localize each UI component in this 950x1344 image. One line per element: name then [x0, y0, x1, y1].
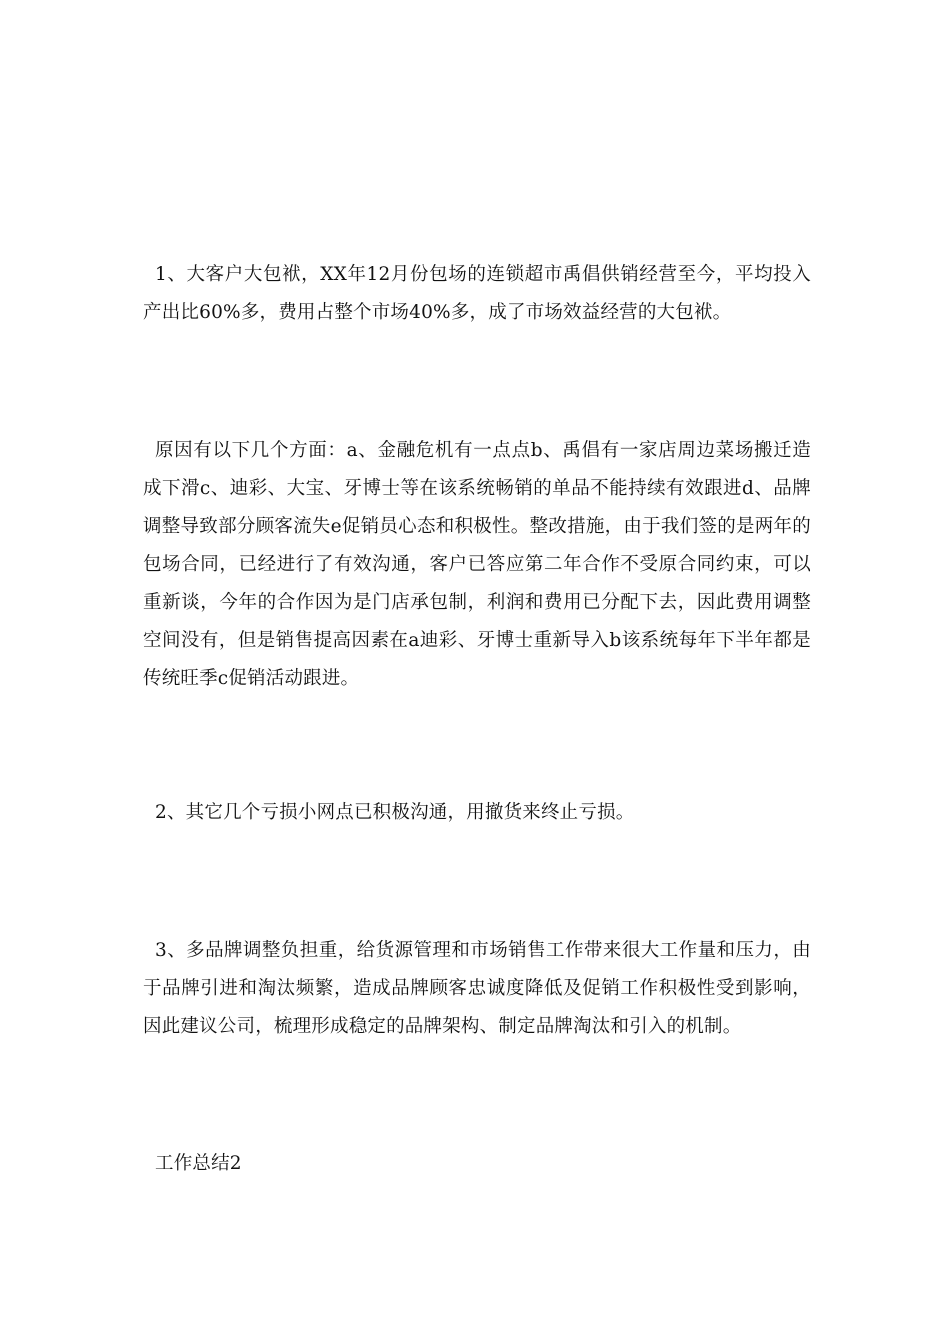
paragraph-big-customer: 1、大客户大包袱，XX年12月份包场的连锁超市禹倡供销经营至今，平均投入产出比60%多，费用占整个市场40%多，成了市场效益经营的大包袱。 [143, 264, 811, 323]
paragraph-small-outlets: 2、其它几个亏损小网点已积极沟通，用撤货来终止亏损。 [155, 802, 635, 823]
paragraph-reasons-and-measures: 原因有以下几个方面：a、金融危机有一点点b、禹倡有一家店周边菜场搬迁造成下滑c、迪彩、大宝、牙博士等在该系统畅销的单品不能持续有效跟进d、品牌调整导致部分顾客流失e促销员心态和积极性。整改措施，由于我们签的是两年的包场合同，已经进行了有效沟通，客户已答应第二年合作不受原合同约束，可以重新谈，今年的合作因为是门店承包制，利润和费用已分配下去，因此费用调整空间没有，但是销售提高因素在a迪彩、牙博士重新导入b该系统每年下半年都是传统旺季c促销活动跟进。 [143, 440, 811, 689]
paragraph-multi-brand: 3、多品牌调整负担重，给货源管理和市场销售工作带来很大工作量和压力，由于品牌引进和淘汰频繁，造成品牌顾客忠诚度降低及促销工作积极性受到影响，因此建议公司，梳理形成稳定的品牌架构、制定品牌淘汰和引入的机制。 [143, 940, 811, 1037]
section-heading: 工作总结2 [155, 1153, 242, 1174]
